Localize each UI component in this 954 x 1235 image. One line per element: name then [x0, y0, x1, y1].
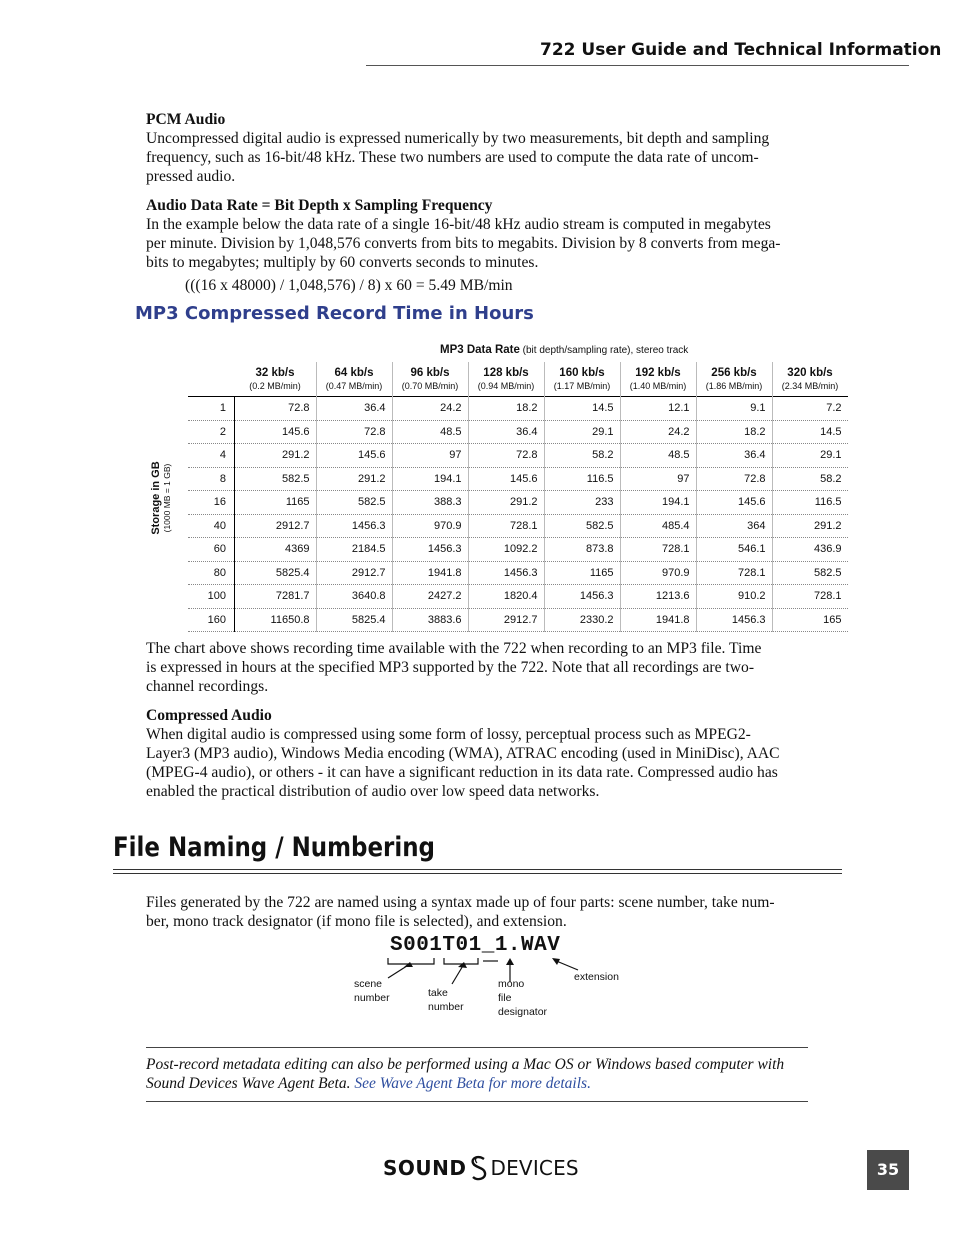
row-axis-title: Storage in GB	[150, 461, 162, 535]
hours-cell: 116.5	[772, 491, 848, 515]
column-header: 96 kb/s (0.70 MB/min)	[392, 362, 468, 397]
pcm-heading: PCM Audio	[146, 111, 226, 128]
note-top-rule	[146, 1047, 808, 1048]
take-number-label: take number	[428, 987, 464, 1013]
hours-cell: 1092.2	[468, 538, 544, 562]
hours-cell: 291.2	[235, 444, 317, 468]
file-naming-paragraph	[146, 893, 846, 931]
row-axis-label	[150, 438, 172, 558]
hours-cell: 2330.2	[544, 608, 620, 632]
logo-sound-text: SOUND	[383, 1156, 467, 1180]
column-header: 64 kb/s (0.47 MB/min)	[316, 362, 392, 397]
hours-cell: 582.5	[235, 467, 317, 491]
hours-cell: 364	[696, 514, 772, 538]
pcm-block	[146, 110, 846, 186]
pcm-line: frequency, such as 16-bit/48 kHz. These two numbers are used to compute the data rate of uncom-	[146, 149, 759, 166]
filename-example: S001T01_1.WAV	[390, 934, 561, 957]
scene-number-label: scene number	[354, 978, 390, 1004]
extension-label: extension	[574, 971, 619, 983]
hours-cell: 36.4	[468, 420, 544, 444]
hours-cell: 1165	[544, 561, 620, 585]
hours-cell: 7281.7	[235, 585, 317, 609]
hours-cell: 145.6	[316, 444, 392, 468]
table-row	[188, 420, 848, 444]
hours-cell: 58.2	[544, 444, 620, 468]
hours-cell: 1456.3	[468, 561, 544, 585]
note-bottom-rule	[146, 1101, 808, 1102]
hours-cell: 24.2	[620, 420, 696, 444]
table-row	[188, 514, 848, 538]
hours-cell: 7.2	[772, 397, 848, 421]
hours-cell: 1456.3	[316, 514, 392, 538]
hours-cell: 2912.7	[316, 561, 392, 585]
compressed-heading: Compressed Audio	[146, 707, 272, 724]
hours-cell: 910.2	[696, 585, 772, 609]
hours-cell: 4369	[235, 538, 317, 562]
storage-gb-cell: 80	[188, 561, 235, 585]
hours-cell: 1820.4	[468, 585, 544, 609]
hours-cell: 5825.4	[235, 561, 317, 585]
table-corner	[188, 362, 235, 397]
hours-cell: 1456.3	[696, 608, 772, 632]
column-header: 128 kb/s (0.94 MB/min)	[468, 362, 544, 397]
column-header: 192 kb/s (1.40 MB/min)	[620, 362, 696, 397]
hours-cell: 233	[544, 491, 620, 515]
file-naming-line: Files generated by the 722 are named using a syntax made up of four parts: scene number, take num-	[146, 894, 775, 911]
note-line-1: Post-record metadata editing can also be performed using a Mac OS or Windows based computer with	[146, 1056, 785, 1073]
hours-cell: 194.1	[392, 467, 468, 491]
hours-cell: 145.6	[468, 467, 544, 491]
compressed-line: enabled the practical distribution of audio over low speed data networks.	[146, 783, 600, 800]
mono-designator-label: mono file designator	[498, 978, 548, 1018]
storage-gb-cell: 40	[188, 514, 235, 538]
hours-cell: 72.8	[696, 467, 772, 491]
storage-gb-cell: 8	[188, 467, 235, 491]
table-row	[188, 561, 848, 585]
hours-cell: 1941.8	[620, 608, 696, 632]
hours-cell: 48.5	[392, 420, 468, 444]
chart-explanation	[146, 639, 846, 696]
hours-cell: 582.5	[772, 561, 848, 585]
table-row	[188, 467, 848, 491]
storage-gb-cell: 160	[188, 608, 235, 632]
hours-cell: 970.9	[392, 514, 468, 538]
table-caption-rest: (bit depth/sampling rate), stereo track	[519, 345, 689, 356]
compressed-line: Layer3 (MP3 audio), Windows Media encoding (WMA), ATRAC encoding (used in MiniDisc), AAC	[146, 745, 780, 762]
title-rule	[113, 873, 842, 874]
storage-gb-cell: 60	[188, 538, 235, 562]
datarate-line: bits to megabytes; multiply by 60 converts seconds to minutes.	[146, 254, 539, 271]
hours-cell: 546.1	[696, 538, 772, 562]
datarate-block	[146, 196, 846, 272]
hours-cell: 1456.3	[544, 585, 620, 609]
table-row	[188, 608, 848, 632]
compressed-line: (MPEG-4 audio), or others - it can have a significant reduction in its data rate. Compressed audio has	[146, 764, 778, 781]
sound-devices-logo	[383, 1155, 579, 1181]
hours-cell: 291.2	[468, 491, 544, 515]
hours-cell: 582.5	[544, 514, 620, 538]
note-text	[146, 1055, 808, 1093]
hours-cell: 11650.8	[235, 608, 317, 632]
hours-cell: 5825.4	[316, 608, 392, 632]
hours-cell: 873.8	[544, 538, 620, 562]
table-caption-bold: MP3 Data Rate	[440, 344, 520, 356]
hours-cell: 2184.5	[316, 538, 392, 562]
hours-cell: 116.5	[544, 467, 620, 491]
hours-cell: 36.4	[316, 397, 392, 421]
logo-s-swirl-icon	[468, 1155, 490, 1181]
hours-cell: 12.1	[620, 397, 696, 421]
hours-cell: 3640.8	[316, 585, 392, 609]
hours-cell: 1456.3	[392, 538, 468, 562]
table-header-row	[188, 362, 848, 397]
datarate-formula: (((16 x 48000) / 1,048,576) / 8) x 60 = 5.49 MB/min	[185, 277, 513, 294]
hours-cell: 1213.6	[620, 585, 696, 609]
hours-cell: 3883.6	[392, 608, 468, 632]
chart-explanation-line: is expressed in hours at the specified MP3 supported by the 722. Note that all recordings are two-	[146, 659, 755, 676]
table-caption	[440, 344, 688, 356]
hours-cell: 291.2	[772, 514, 848, 538]
hours-cell: 165	[772, 608, 848, 632]
hours-cell: 2912.7	[468, 608, 544, 632]
hours-cell: 72.8	[468, 444, 544, 468]
note-line-2: Sound Devices Wave Agent Beta. See Wave Agent Beta for more details.	[146, 1075, 591, 1092]
hours-cell: 72.8	[316, 420, 392, 444]
column-header: 256 kb/s (1.86 MB/min)	[696, 362, 772, 397]
mp3-section-title: MP3 Compressed Record Time in Hours	[135, 303, 534, 324]
mono-arrowhead	[506, 958, 514, 965]
hours-cell: 388.3	[392, 491, 468, 515]
column-header: 160 kb/s (1.17 MB/min)	[544, 362, 620, 397]
column-header: 320 kb/s (2.34 MB/min)	[781, 367, 839, 391]
header-rule	[366, 65, 909, 66]
hours-cell: 291.2	[316, 467, 392, 491]
table-row	[188, 491, 848, 515]
hours-cell: 14.5	[544, 397, 620, 421]
hours-cell: 1941.8	[392, 561, 468, 585]
chart-explanation-line: The chart above shows recording time available with the 722 when recording to an MP3 file. Time	[146, 640, 762, 657]
file-naming-title: File Naming / Numbering	[113, 832, 435, 863]
hours-cell: 72.8	[235, 397, 317, 421]
hours-cell: 145.6	[696, 491, 772, 515]
table-row	[188, 585, 848, 609]
storage-gb-cell: 16	[188, 491, 235, 515]
table-row	[188, 538, 848, 562]
datarate-line: per minute. Division by 1,048,576 converts from bits to megabits. Division by 8 converts from mega-	[146, 235, 781, 252]
take-bracket	[444, 958, 478, 964]
running-header: 722 User Guide and Technical Information	[540, 40, 942, 60]
hours-cell: 36.4	[696, 444, 772, 468]
row-axis-subtitle: (1000 MB = 1 GB)	[162, 463, 172, 533]
table-row	[188, 444, 848, 468]
hours-cell: 145.6	[235, 420, 317, 444]
hours-cell: 728.1	[772, 585, 848, 609]
compressed-block	[146, 706, 846, 801]
hours-cell: 29.1	[772, 444, 848, 468]
pcm-line: pressed audio.	[146, 168, 236, 185]
hours-cell: 2427.2	[392, 585, 468, 609]
table-row	[188, 397, 848, 421]
hours-cell: 97	[620, 467, 696, 491]
chart-explanation-line: channel recordings.	[146, 678, 269, 695]
scene-bracket	[388, 958, 434, 964]
datarate-line: In the example below the data rate of a single 16-bit/48 kHz audio stream is computed in megabytes	[146, 216, 771, 233]
take-arrowhead	[458, 962, 467, 968]
storage-gb-cell: 2	[188, 420, 235, 444]
hours-cell: 18.2	[468, 397, 544, 421]
hours-cell: 9.1	[696, 397, 772, 421]
compressed-line: When digital audio is compressed using some form of lossy, perceptual process such as MPEG2-	[146, 726, 751, 743]
column-header: 32 kb/s (0.2 MB/min)	[235, 362, 317, 397]
file-naming-line: ber, mono track designator (if mono file is selected), and extension.	[146, 913, 567, 930]
hours-cell: 436.9	[772, 538, 848, 562]
hours-cell: 29.1	[544, 420, 620, 444]
hours-cell: 728.1	[620, 538, 696, 562]
hours-cell: 970.9	[620, 561, 696, 585]
hours-cell: 728.1	[468, 514, 544, 538]
hours-cell: 18.2	[696, 420, 772, 444]
hours-cell: 14.5	[772, 420, 848, 444]
hours-cell: 2912.7	[235, 514, 317, 538]
hours-cell: 194.1	[620, 491, 696, 515]
mp3-record-time-table	[188, 362, 848, 632]
hours-cell: 582.5	[316, 491, 392, 515]
hours-cell: 24.2	[392, 397, 468, 421]
hours-cell: 48.5	[620, 444, 696, 468]
logo-devices-text: DEVICES	[490, 1156, 579, 1180]
storage-gb-cell: 4	[188, 444, 235, 468]
hours-cell: 58.2	[772, 467, 848, 491]
datarate-heading: Audio Data Rate = Bit Depth x Sampling Frequency	[146, 197, 493, 214]
pcm-line: Uncompressed digital audio is expressed numerically by two measurements, bit depth and sampling	[146, 130, 770, 147]
storage-gb-cell: 100	[188, 585, 235, 609]
page-number: 35	[867, 1150, 909, 1190]
storage-gb-cell: 1	[188, 397, 235, 421]
hours-cell: 1165	[235, 491, 317, 515]
hours-cell: 97	[392, 444, 468, 468]
title-rule	[113, 869, 842, 870]
hours-cell: 485.4	[620, 514, 696, 538]
hours-cell: 728.1	[696, 561, 772, 585]
wave-agent-link[interactable]: See Wave Agent Beta for more details.	[354, 1075, 591, 1092]
